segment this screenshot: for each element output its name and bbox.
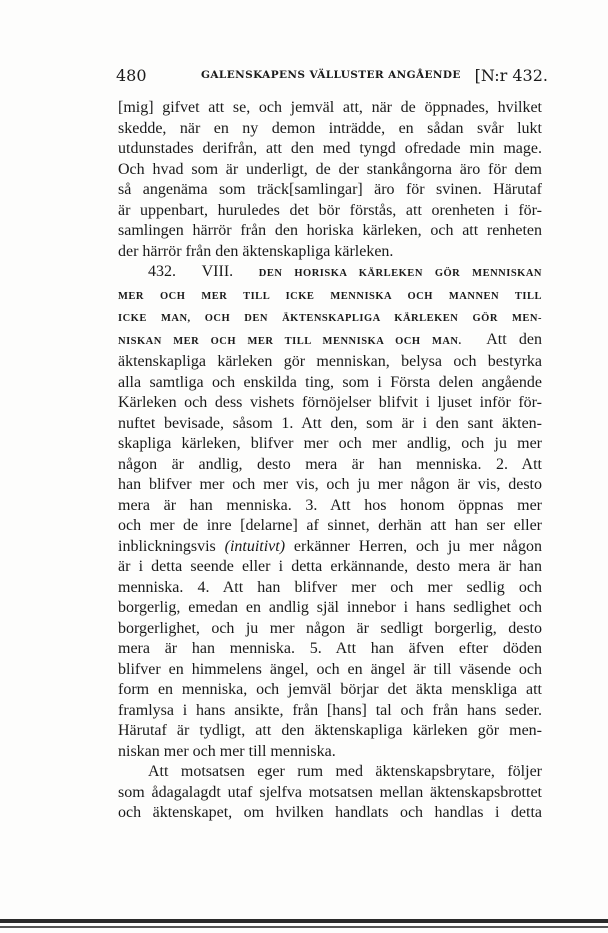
text-line: samlingen härrör från den horiska kärleken, och att renheten — [118, 222, 542, 239]
section-heading-line: ICKE MAN, OCH DEN ÄKTENSKAPLIGA KÄRLEKEN GÖR MEN- — [118, 313, 542, 324]
text-line: form en menniska, och jemväl börjar det äkta menskliga att — [118, 681, 542, 698]
text-line: är i detta seende eller i detta erkännande, desto mera är han — [118, 558, 542, 575]
text-line: inblickningsvis (intuitivt) erkänner Herren, och ju mer någon — [118, 537, 543, 555]
section-roman: VIII. — [201, 263, 234, 280]
text-line: skedde, när en ny demon inträdde, en sådan svår lukt — [118, 119, 542, 137]
text-line: han blifver mer och mer vis, och ju mer någon är vis, desto — [118, 476, 542, 493]
text-line: der härrör från den äktenskapliga kärleken. — [118, 242, 394, 260]
text-line: mera är han menniska. 5. Att han äfven efter döden — [118, 640, 542, 657]
section-number: 432. — [148, 263, 176, 280]
text-line: Och hvad som är underligt, de der stankångorna äro för dem — [118, 160, 542, 178]
text-line: och äktenskapet, om hvilken handlats och handlas i detta — [118, 804, 542, 821]
section-heading-line: MER OCH MER TILL ICKE MENNISKA OCH MANNEN TILL — [118, 290, 542, 302]
section-reference: [N:r 432. — [474, 66, 548, 85]
text-line: utdunstades derifrån, att den med tyngd ofredade min mage. — [118, 140, 542, 157]
text-line: mera är han menniska. 3. Att hos honom öppnas mer — [118, 496, 542, 514]
body-text — [118, 98, 542, 824]
text-line: skapliga kärleken, blifver mer och mer andlig, och ju mer — [118, 435, 542, 452]
bottom-border — [0, 919, 608, 923]
text-line: framlysa i hans ansikte, från [hans] tal och från hans seder. — [118, 701, 542, 719]
text-line: äktenskapliga kärleken gör menniskan, belysa och bestyrka — [118, 353, 542, 370]
section-heading: DEN HORISKA KÄRLEKEN GÖR MENNISKAN — [258, 268, 543, 279]
text-line: är uppenbart, huruledes det bör förstås, att orenheten i för- — [118, 201, 542, 219]
section-heading-line: NISKAN MER OCH MER TILL MENNISKA OCH MAN. Att den — [118, 330, 543, 348]
text-line: blifver en himmelens ängel, och en ängel är till väsende och — [118, 660, 542, 678]
italic-term: (intuitivt) — [224, 537, 286, 555]
bottom-border-secondary — [0, 926, 608, 928]
text-line: så angenäma som träck[samlingar] äro för svinen. Härutaf — [118, 181, 542, 198]
page-header — [116, 66, 548, 86]
text-line: borgerlig, emedan en andlig själ innebor i hans sedlighet och — [118, 599, 542, 616]
section-heading-line — [118, 262, 542, 285]
text-line: någon är andlig, desto mera är han menniska. 2. Att — [118, 455, 542, 473]
text-line: niskan mer och mer till menniska. — [118, 742, 336, 760]
text-line: och mer de inre [delarne] af sinnet, derhän att han ser eller — [118, 517, 542, 534]
text-line: alla samtliga och enskilda ting, som i Första delen angående — [118, 373, 542, 391]
text-line: borgerlighet, och ju mer någon är sedligt borgerlig, desto — [118, 619, 542, 637]
running-title: GALENSKAPENS VÄLLUSTER ANGÅENDE — [201, 69, 461, 81]
text-line: [mig] gifvet att se, och jemväl att, när de öppnades, hvilket — [118, 99, 542, 116]
text-line: Kärleken och dess vishets förnöjelser blifvit i ljuset inför för- — [118, 394, 542, 411]
text-line: Att motsatsen eger rum med äktenskapsbrytare, följer — [148, 763, 542, 780]
text-line: menniska. 4. Att han blifver mer och mer sedlig och — [118, 578, 542, 596]
text-line: nuftet bevisade, såsom 1. Att den, som är i den sant äkten- — [118, 414, 542, 432]
text-line: Härutaf är tydligt, att den äktenskapliga kärleken gör men- — [118, 722, 542, 739]
text-line: som ådagalagdt utaf sjelfva motsatsen mellan äktenskapsbrottet — [118, 783, 542, 801]
page-number: 480 — [116, 66, 147, 85]
